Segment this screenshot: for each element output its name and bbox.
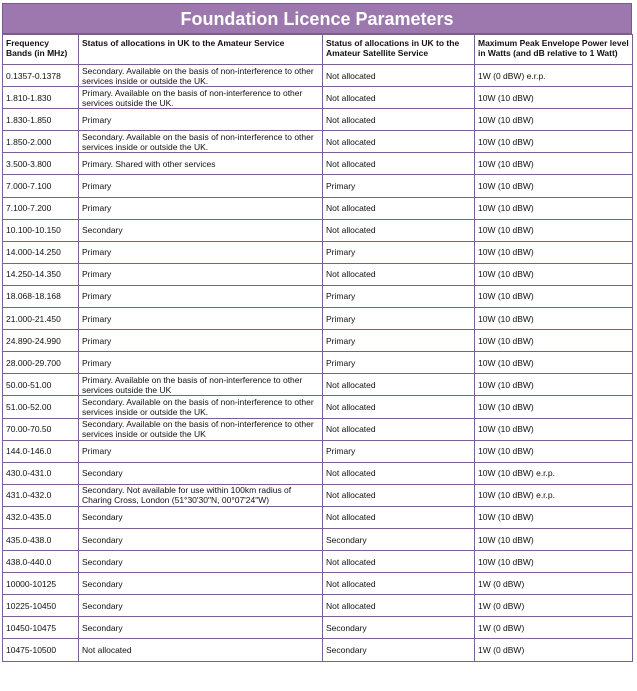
amateur-service-cell: Primary: [79, 175, 323, 197]
max-power-cell: 1W (0 dBW): [475, 573, 633, 595]
amateur-service-cell: Secondary: [79, 617, 323, 639]
amateur-service-cell: Primary: [79, 263, 323, 285]
satellite-service-cell: Primary: [323, 352, 475, 374]
satellite-service-cell: Not allocated: [323, 573, 475, 595]
frequency-band-cell: 3.500-3.800: [3, 153, 79, 175]
satellite-service-cell: Not allocated: [323, 65, 475, 87]
amateur-service-cell: Primary: [79, 330, 323, 352]
max-power-cell: 10W (10 dBW): [475, 528, 633, 550]
max-power-cell: 10W (10 dBW): [475, 285, 633, 307]
frequency-band-cell: 18.068-18.168: [3, 285, 79, 307]
frequency-band-cell: 21.000-21.450: [3, 308, 79, 330]
satellite-service-cell: Not allocated: [323, 263, 475, 285]
max-power-cell: 10W (10 dBW): [475, 197, 633, 219]
frequency-band-cell: 431.0-432.0: [3, 484, 79, 506]
satellite-service-cell: Not allocated: [323, 418, 475, 440]
satellite-service-cell: Not allocated: [323, 595, 475, 617]
max-power-cell: 1W (0 dBW): [475, 595, 633, 617]
amateur-service-cell: Primary: [79, 109, 323, 131]
table-row: [3, 330, 633, 352]
amateur-service-cell: Secondary: [79, 551, 323, 573]
table-row: [3, 528, 633, 550]
satellite-service-cell: Not allocated: [323, 396, 475, 418]
satellite-service-cell: Primary: [323, 241, 475, 263]
amateur-service-cell: Secondary. Not available for use within 100km radius of Charing Cross, London (51°30'30"N, 00°07'24"W): [79, 484, 323, 506]
amateur-service-cell: Primary: [79, 285, 323, 307]
table-row: [3, 263, 633, 285]
table-title: Foundation Licence Parameters: [2, 3, 632, 34]
frequency-band-cell: 144.0-146.0: [3, 440, 79, 462]
max-power-cell: 10W (10 dBW): [475, 131, 633, 153]
satellite-service-cell: Secondary: [323, 528, 475, 550]
frequency-band-cell: 1.810-1.830: [3, 87, 79, 109]
satellite-service-cell: Not allocated: [323, 374, 475, 396]
max-power-cell: 10W (10 dBW): [475, 87, 633, 109]
max-power-cell: 10W (10 dBW): [475, 263, 633, 285]
frequency-band-cell: 10.100-10.150: [3, 219, 79, 241]
frequency-band-cell: 1.850-2.000: [3, 131, 79, 153]
table-header-row: [3, 35, 633, 65]
max-power-cell: 10W (10 dBW): [475, 440, 633, 462]
table-row: [3, 241, 633, 263]
frequency-band-cell: 0.1357-0.1378: [3, 65, 79, 87]
frequency-band-cell: 24.890-24.990: [3, 330, 79, 352]
frequency-band-cell: 10225-10450: [3, 595, 79, 617]
satellite-service-cell: Secondary: [323, 617, 475, 639]
table-row: [3, 418, 633, 440]
table-row: [3, 197, 633, 219]
max-power-cell: 1W (0 dBW): [475, 639, 633, 661]
table-row: [3, 506, 633, 528]
table-row: [3, 396, 633, 418]
frequency-band-cell: 438.0-440.0: [3, 551, 79, 573]
table-row: [3, 87, 633, 109]
frequency-band-cell: 435.0-438.0: [3, 528, 79, 550]
frequency-band-cell: 10000-10125: [3, 573, 79, 595]
table-row: [3, 219, 633, 241]
satellite-service-cell: Not allocated: [323, 462, 475, 484]
amateur-service-cell: Not allocated: [79, 639, 323, 661]
satellite-service-cell: Not allocated: [323, 506, 475, 528]
amateur-service-cell: Secondary: [79, 506, 323, 528]
table-row: [3, 131, 633, 153]
max-power-cell: 10W (10 dBW): [475, 396, 633, 418]
table-row: [3, 639, 633, 661]
amateur-service-cell: Primary: [79, 352, 323, 374]
max-power-cell: 10W (10 dBW): [475, 330, 633, 352]
frequency-band-cell: 28.000-29.700: [3, 352, 79, 374]
amateur-service-cell: Primary: [79, 308, 323, 330]
amateur-service-cell: Secondary: [79, 573, 323, 595]
table-body: [3, 65, 633, 662]
max-power-cell: 10W (10 dBW): [475, 153, 633, 175]
licence-table: [2, 34, 633, 662]
amateur-service-cell: Primary. Available on the basis of non-interference to other services outside the UK.: [79, 87, 323, 109]
satellite-service-cell: Primary: [323, 285, 475, 307]
max-power-cell: 1W (0 dBW): [475, 617, 633, 639]
table-row: [3, 440, 633, 462]
header-amateur-service: Status of allocations in UK to the Amateur Service: [79, 35, 323, 65]
frequency-band-cell: 10475-10500: [3, 639, 79, 661]
satellite-service-cell: Primary: [323, 175, 475, 197]
licence-table-panel: [2, 3, 632, 662]
table-row: [3, 573, 633, 595]
table-row: [3, 65, 633, 87]
amateur-service-cell: Secondary: [79, 528, 323, 550]
frequency-band-cell: 14.250-14.350: [3, 263, 79, 285]
amateur-service-cell: Secondary. Available on the basis of non-interference to other services inside or outside the UK.: [79, 65, 323, 87]
table-row: [3, 617, 633, 639]
table-row: [3, 595, 633, 617]
satellite-service-cell: Not allocated: [323, 131, 475, 153]
frequency-band-cell: 10450-10475: [3, 617, 79, 639]
table-row: [3, 285, 633, 307]
header-max-power: Maximum Peak Envelope Power level in Watts (and dB relative to 1 Watt): [475, 35, 633, 65]
amateur-service-cell: Secondary. Available on the basis of non-interference to other services inside or outside the UK.: [79, 131, 323, 153]
amateur-service-cell: Primary: [79, 241, 323, 263]
max-power-cell: 10W (10 dBW): [475, 219, 633, 241]
header-amateur-satellite-service: Status of allocations in UK to the Amateur Satellite Service: [323, 35, 475, 65]
table-row: [3, 109, 633, 131]
satellite-service-cell: Not allocated: [323, 197, 475, 219]
amateur-service-cell: Secondary: [79, 219, 323, 241]
max-power-cell: 10W (10 dBW): [475, 109, 633, 131]
table-row: [3, 153, 633, 175]
amateur-service-cell: Secondary. Available on the basis of non-interference to other services inside or outside the UK: [79, 418, 323, 440]
max-power-cell: 10W (10 dBW): [475, 175, 633, 197]
table-row: [3, 352, 633, 374]
satellite-service-cell: Not allocated: [323, 87, 475, 109]
max-power-cell: 10W (10 dBW) e.r.p.: [475, 462, 633, 484]
frequency-band-cell: 7.000-7.100: [3, 175, 79, 197]
max-power-cell: 10W (10 dBW): [475, 374, 633, 396]
max-power-cell: 10W (10 dBW): [475, 506, 633, 528]
table-row: [3, 175, 633, 197]
amateur-service-cell: Primary. Shared with other services: [79, 153, 323, 175]
table-row: [3, 308, 633, 330]
satellite-service-cell: Not allocated: [323, 153, 475, 175]
table-row: [3, 462, 633, 484]
max-power-cell: 1W (0 dBW) e.r.p.: [475, 65, 633, 87]
satellite-service-cell: Not allocated: [323, 551, 475, 573]
satellite-service-cell: Not allocated: [323, 219, 475, 241]
max-power-cell: 10W (10 dBW): [475, 241, 633, 263]
amateur-service-cell: Primary: [79, 440, 323, 462]
amateur-service-cell: Primary. Available on the basis of non-interference to other services outside the UK: [79, 374, 323, 396]
max-power-cell: 10W (10 dBW): [475, 308, 633, 330]
frequency-band-cell: 70.00-70.50: [3, 418, 79, 440]
max-power-cell: 10W (10 dBW): [475, 551, 633, 573]
frequency-band-cell: 50.00-51.00: [3, 374, 79, 396]
amateur-service-cell: Secondary: [79, 462, 323, 484]
header-frequency-bands: Frequency Bands (in MHz): [3, 35, 79, 65]
satellite-service-cell: Primary: [323, 308, 475, 330]
amateur-service-cell: Secondary: [79, 595, 323, 617]
table-row: [3, 484, 633, 506]
amateur-service-cell: Primary: [79, 197, 323, 219]
satellite-service-cell: Secondary: [323, 639, 475, 661]
satellite-service-cell: Not allocated: [323, 484, 475, 506]
satellite-service-cell: Primary: [323, 440, 475, 462]
table-row: [3, 374, 633, 396]
max-power-cell: 10W (10 dBW) e.r.p.: [475, 484, 633, 506]
amateur-service-cell: Secondary. Available on the basis of non-interference to other services inside or outside the UK.: [79, 396, 323, 418]
frequency-band-cell: 7.100-7.200: [3, 197, 79, 219]
frequency-band-cell: 430.0-431.0: [3, 462, 79, 484]
max-power-cell: 10W (10 dBW): [475, 418, 633, 440]
max-power-cell: 10W (10 dBW): [475, 352, 633, 374]
frequency-band-cell: 14.000-14.250: [3, 241, 79, 263]
satellite-service-cell: Not allocated: [323, 109, 475, 131]
satellite-service-cell: Primary: [323, 330, 475, 352]
frequency-band-cell: 51.00-52.00: [3, 396, 79, 418]
frequency-band-cell: 1.830-1.850: [3, 109, 79, 131]
table-row: [3, 551, 633, 573]
frequency-band-cell: 432.0-435.0: [3, 506, 79, 528]
